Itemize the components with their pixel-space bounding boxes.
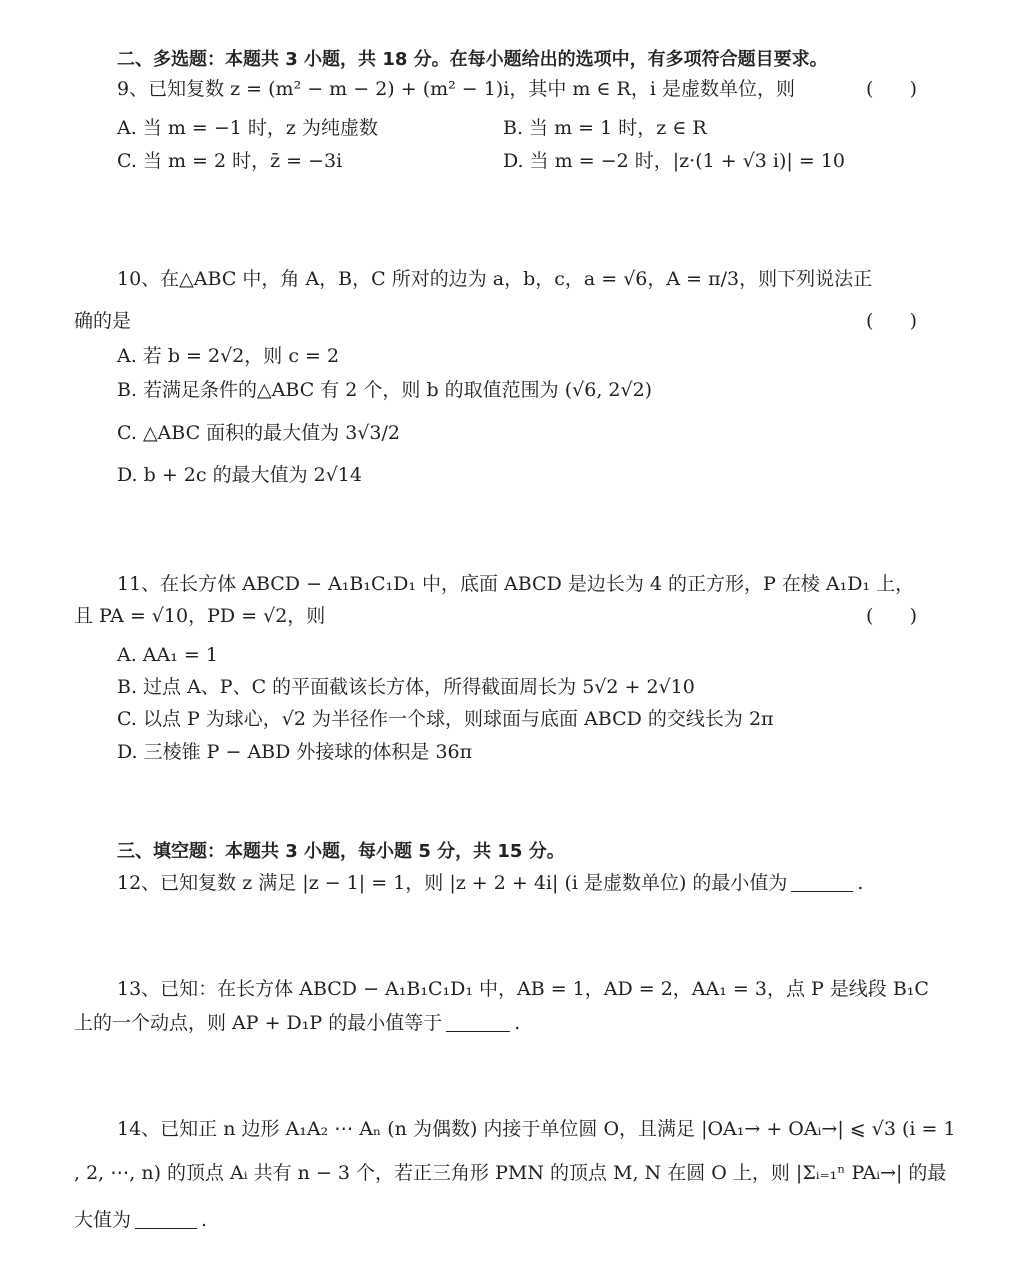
q11-stem: 11、在长方体 ABCD − A₁B₁C₁D₁ 中，底面 ABCD 是边长为 4 的正方形，P 在棱 A₁D₁ 上， bbox=[117, 573, 915, 595]
q14-end: . bbox=[201, 1209, 208, 1231]
q9-option-d: D. 当 m = −2 时，|z·(1 + √3 i)| = 10 bbox=[503, 150, 845, 172]
q13-answer-blank[interactable] bbox=[446, 1013, 510, 1032]
q10-answer-paren: ( ) bbox=[866, 310, 918, 332]
q12-answer-blank[interactable] bbox=[791, 873, 853, 892]
q14-stem-end: 大值为 bbox=[74, 1209, 132, 1231]
section-3-header: 三、填空题：本题共 3 小题，每小题 5 分，共 15 分。 bbox=[117, 841, 565, 862]
q13-line-2 bbox=[74, 1010, 520, 1036]
q10-stem: 10、在△ABC 中，角 A，B，C 所对的边为 a，b，c，a = √6，A = π/3，则下列说法正 bbox=[117, 268, 873, 290]
q11-option-d: D. 三棱锥 P − ABD 外接球的体积是 36π bbox=[117, 741, 473, 763]
q12-line bbox=[117, 870, 863, 896]
q9-stem: 9、已知复数 z = (m² − m − 2) + (m² − 1)i，其中 m ∈ R，i 是虚数单位，则 bbox=[117, 78, 795, 100]
q10-option-d: D. b + 2c 的最大值为 2√14 bbox=[117, 464, 362, 486]
q10-stem-cont: 确的是 bbox=[74, 310, 132, 332]
q11-option-c: C. 以点 P 为球心，√2 为半径作一个球，则球面与底面 ABCD 的交线长为 2π bbox=[117, 708, 774, 730]
q14-line-3 bbox=[74, 1207, 207, 1233]
q13-stem: 13、已知：在长方体 ABCD − A₁B₁C₁D₁ 中，AB = 1，AD = 2，AA₁ = 3，点 P 是线段 B₁C bbox=[117, 978, 929, 1000]
q9-option-a: A. 当 m = −1 时，z 为纯虚数 bbox=[117, 117, 378, 139]
q13-end: . bbox=[514, 1012, 521, 1034]
q13-stem-cont: 上的一个动点，则 AP + D₁P 的最小值等于 bbox=[74, 1012, 443, 1034]
section-2-header: 二、多选题：本题共 3 小题，共 18 分。在每小题给出的选项中，有多项符合题目要求。 bbox=[117, 49, 828, 70]
q14-stem-cont: , 2, ⋯, n) 的顶点 Aᵢ 共有 n − 3 个，若正三角形 PMN 的顶点 M, N 在圆 O 上，则 |Σᵢ₌₁ⁿ PAᵢ→| 的最 bbox=[74, 1162, 947, 1184]
q9-option-b: B. 当 m = 1 时，z ∈ R bbox=[503, 117, 707, 139]
q11-answer-paren: ( ) bbox=[866, 605, 918, 627]
q9-answer-paren: ( ) bbox=[866, 78, 918, 100]
q9-option-c: C. 当 m = 2 时，z̄ = −3i bbox=[117, 150, 343, 172]
q11-option-b: B. 过点 A、P、C 的平面截该长方体，所得截面周长为 5√2 + 2√10 bbox=[117, 676, 695, 698]
q12-end: . bbox=[857, 872, 864, 894]
q10-option-b: B. 若满足条件的△ABC 有 2 个，则 b 的取值范围为 (√6, 2√2) bbox=[117, 379, 653, 401]
q14-stem: 14、已知正 n 边形 A₁A₂ ⋯ Aₙ (n 为偶数) 内接于单位圆 O，且满足 |OA₁→ + OAᵢ→| ⩽ √3 (i = 1 bbox=[117, 1118, 956, 1140]
q14-answer-blank[interactable] bbox=[135, 1210, 197, 1229]
q12-stem: 12、已知复数 z 满足 |z − 1| = 1，则 |z + 2 + 4i| (i 是虚数单位) 的最小值为 bbox=[117, 872, 788, 894]
q10-option-a: A. 若 b = 2√2，则 c = 2 bbox=[117, 345, 340, 367]
q10-option-c: C. △ABC 面积的最大值为 3√3/2 bbox=[117, 422, 400, 444]
q11-stem-cont: 且 PA = √10，PD = √2，则 bbox=[74, 605, 326, 627]
q11-option-a: A. AA₁ = 1 bbox=[117, 644, 218, 666]
